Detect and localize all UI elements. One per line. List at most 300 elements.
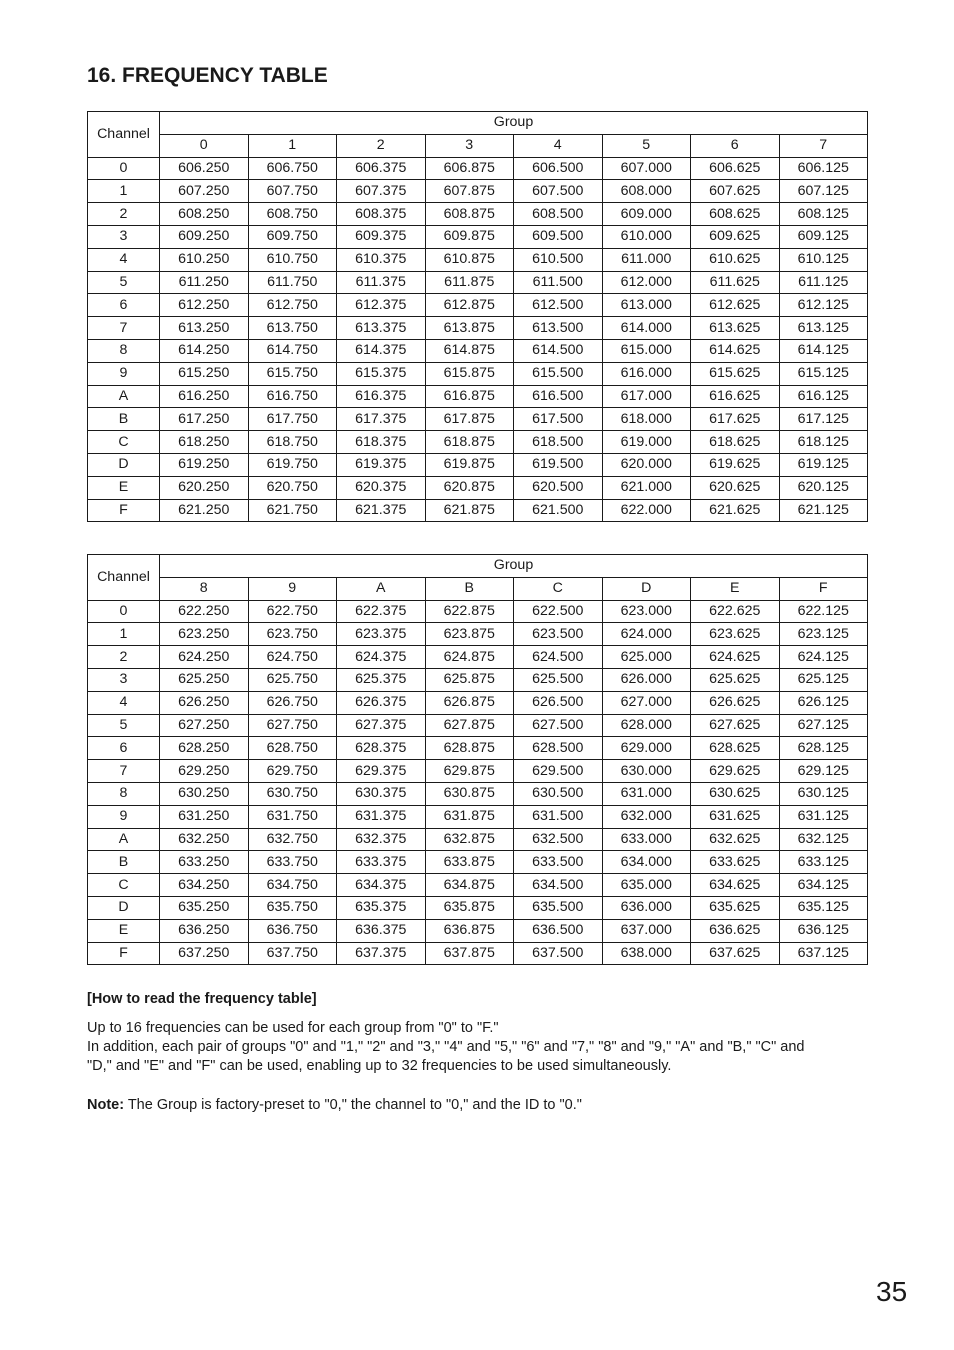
frequency-cell: 618.250 (160, 431, 249, 454)
frequency-cell: 630.750 (248, 782, 337, 805)
frequency-cell: 624.375 (337, 646, 426, 669)
frequency-cell: 624.875 (425, 646, 514, 669)
frequency-cell: 633.750 (248, 851, 337, 874)
frequency-cell: 629.875 (425, 760, 514, 783)
group-number-cell: 9 (248, 577, 337, 600)
frequency-cell: 633.875 (425, 851, 514, 874)
frequency-cell: 637.375 (337, 942, 426, 965)
frequency-cell: 622.375 (337, 600, 426, 623)
frequency-cell: 628.875 (425, 737, 514, 760)
group-number-cell: 1 (248, 134, 337, 157)
frequency-cell: 611.375 (337, 271, 426, 294)
frequency-cell: 634.000 (602, 851, 691, 874)
channel-cell: 1 (88, 180, 160, 203)
group-number-cell: 2 (337, 134, 426, 157)
note-text: The Group is factory-preset to "0," the channel to "0," and the ID to "0." (124, 1097, 582, 1113)
frequency-cell: 607.625 (691, 180, 780, 203)
table-row (88, 271, 868, 294)
channel-cell: C (88, 874, 160, 897)
frequency-cell: 615.250 (160, 362, 249, 385)
frequency-cell: 621.625 (691, 499, 780, 522)
paragraph-line: "D," and "E" and "F" can be used, enabling up to 32 frequencies to be used simultaneously. (87, 1058, 672, 1074)
frequency-cell: 611.250 (160, 271, 249, 294)
frequency-cell: 625.250 (160, 668, 249, 691)
table-row (88, 203, 868, 226)
group-number-cell: C (514, 577, 603, 600)
frequency-cell: 610.750 (248, 248, 337, 271)
frequency-cell: 629.375 (337, 760, 426, 783)
table-row (88, 805, 868, 828)
frequency-cell: 619.000 (602, 431, 691, 454)
frequency-cell: 635.125 (779, 896, 868, 919)
frequency-cell: 628.000 (602, 714, 691, 737)
table-row (88, 668, 868, 691)
frequency-cell: 606.625 (691, 157, 780, 180)
frequency-cell: 635.500 (514, 896, 603, 919)
frequency-cell: 630.625 (691, 782, 780, 805)
table-row (88, 646, 868, 669)
group-number-cell: 0 (160, 134, 249, 157)
channel-cell: 9 (88, 362, 160, 385)
channel-cell: 3 (88, 668, 160, 691)
frequency-cell: 626.625 (691, 691, 780, 714)
channel-cell: E (88, 476, 160, 499)
frequency-cell: 609.125 (779, 225, 868, 248)
frequency-cell: 620.125 (779, 476, 868, 499)
frequency-cell: 635.000 (602, 874, 691, 897)
frequency-cell: 621.125 (779, 499, 868, 522)
channel-cell: D (88, 896, 160, 919)
table-row (88, 499, 868, 522)
frequency-cell: 613.875 (425, 317, 514, 340)
frequency-cell: 610.000 (602, 225, 691, 248)
note-label: Note: (87, 1097, 125, 1113)
frequency-cell: 637.125 (779, 942, 868, 965)
frequency-cell: 622.125 (779, 600, 868, 623)
frequency-cell: 610.500 (514, 248, 603, 271)
channel-cell: 0 (88, 157, 160, 180)
channel-cell: 3 (88, 225, 160, 248)
frequency-cell: 614.000 (602, 317, 691, 340)
frequency-cell: 628.250 (160, 737, 249, 760)
frequency-cell: 607.750 (248, 180, 337, 203)
frequency-cell: 622.250 (160, 600, 249, 623)
frequency-cell: 612.875 (425, 294, 514, 317)
group-number-cell: E (691, 577, 780, 600)
frequency-cell: 636.500 (514, 919, 603, 942)
frequency-cell: 619.250 (160, 453, 249, 476)
frequency-cell: 621.250 (160, 499, 249, 522)
frequency-cell: 620.250 (160, 476, 249, 499)
channel-cell: 4 (88, 248, 160, 271)
frequency-cell: 631.375 (337, 805, 426, 828)
channel-cell: 6 (88, 737, 160, 760)
frequency-cell: 634.375 (337, 874, 426, 897)
frequency-cell: 607.375 (337, 180, 426, 203)
frequency-cell: 637.250 (160, 942, 249, 965)
frequency-cell: 628.125 (779, 737, 868, 760)
table-row (88, 828, 868, 851)
table-row (88, 157, 868, 180)
frequency-cell: 627.750 (248, 714, 337, 737)
channel-cell: 2 (88, 203, 160, 226)
frequency-cell: 634.125 (779, 874, 868, 897)
frequency-cell: 607.500 (514, 180, 603, 203)
frequency-cell: 613.625 (691, 317, 780, 340)
frequency-cell: 629.500 (514, 760, 603, 783)
channel-cell: A (88, 828, 160, 851)
table-row (88, 453, 868, 476)
frequency-cell: 607.000 (602, 157, 691, 180)
frequency-cell: 620.000 (602, 453, 691, 476)
frequency-cell: 626.875 (425, 691, 514, 714)
frequency-cell: 616.250 (160, 385, 249, 408)
frequency-cell: 614.125 (779, 339, 868, 362)
frequency-cell: 633.125 (779, 851, 868, 874)
frequency-cell: 617.875 (425, 408, 514, 431)
frequency-cell: 612.500 (514, 294, 603, 317)
frequency-cell: 622.875 (425, 600, 514, 623)
frequency-cell: 607.125 (779, 180, 868, 203)
frequency-cell: 608.875 (425, 203, 514, 226)
frequency-cell: 635.750 (248, 896, 337, 919)
frequency-cell: 619.875 (425, 453, 514, 476)
frequency-cell: 637.625 (691, 942, 780, 965)
frequency-cell: 627.125 (779, 714, 868, 737)
frequency-cell: 634.500 (514, 874, 603, 897)
frequency-cell: 619.750 (248, 453, 337, 476)
frequency-cell: 633.250 (160, 851, 249, 874)
frequency-cell: 635.250 (160, 896, 249, 919)
group-number-cell: D (602, 577, 691, 600)
table-row (88, 782, 868, 805)
frequency-cell: 610.250 (160, 248, 249, 271)
frequency-cell: 626.125 (779, 691, 868, 714)
frequency-cell: 623.250 (160, 623, 249, 646)
channel-cell: B (88, 851, 160, 874)
group-number-cell: F (779, 577, 868, 600)
frequency-cell: 625.500 (514, 668, 603, 691)
frequency-cell: 618.875 (425, 431, 514, 454)
frequency-table-groups-0-7 (87, 111, 868, 522)
frequency-cell: 633.500 (514, 851, 603, 874)
frequency-cell: 610.125 (779, 248, 868, 271)
paragraph-line: In addition, each pair of groups "0" and "1," "2" and "3," "4" and "5," "6" and "7," "8" and "9," "A" and "B," "C" and (87, 1039, 805, 1055)
frequency-cell: 629.000 (602, 737, 691, 760)
table-row (88, 362, 868, 385)
frequency-cell: 634.250 (160, 874, 249, 897)
frequency-cell: 629.125 (779, 760, 868, 783)
frequency-cell: 631.125 (779, 805, 868, 828)
table-row (88, 180, 868, 203)
group-number-row (88, 577, 868, 600)
frequency-cell: 631.875 (425, 805, 514, 828)
frequency-cell: 613.500 (514, 317, 603, 340)
frequency-cell: 613.375 (337, 317, 426, 340)
frequency-cell: 622.750 (248, 600, 337, 623)
frequency-cell: 635.875 (425, 896, 514, 919)
frequency-cell: 636.250 (160, 919, 249, 942)
frequency-cell: 635.625 (691, 896, 780, 919)
frequency-cell: 613.000 (602, 294, 691, 317)
frequency-cell: 609.375 (337, 225, 426, 248)
channel-cell: 7 (88, 760, 160, 783)
frequency-cell: 612.750 (248, 294, 337, 317)
frequency-cell: 625.750 (248, 668, 337, 691)
frequency-cell: 618.125 (779, 431, 868, 454)
group-number-cell: 6 (691, 134, 780, 157)
frequency-cell: 608.250 (160, 203, 249, 226)
frequency-cell: 627.875 (425, 714, 514, 737)
frequency-cell: 623.375 (337, 623, 426, 646)
frequency-cell: 617.000 (602, 385, 691, 408)
frequency-cell: 606.875 (425, 157, 514, 180)
frequency-cell: 625.000 (602, 646, 691, 669)
frequency-cell: 630.875 (425, 782, 514, 805)
frequency-cell: 625.625 (691, 668, 780, 691)
frequency-cell: 620.625 (691, 476, 780, 499)
frequency-cell: 609.875 (425, 225, 514, 248)
frequency-cell: 636.625 (691, 919, 780, 942)
frequency-cell: 626.500 (514, 691, 603, 714)
group-header: Group (160, 555, 868, 578)
frequency-cell: 612.125 (779, 294, 868, 317)
frequency-cell: 631.000 (602, 782, 691, 805)
frequency-cell: 632.250 (160, 828, 249, 851)
frequency-cell: 622.625 (691, 600, 780, 623)
table-row (88, 339, 868, 362)
frequency-cell: 631.500 (514, 805, 603, 828)
frequency-cell: 615.875 (425, 362, 514, 385)
table-row (88, 294, 868, 317)
note (87, 1096, 582, 1115)
group-number-cell: 8 (160, 577, 249, 600)
frequency-cell: 629.625 (691, 760, 780, 783)
frequency-cell: 623.500 (514, 623, 603, 646)
channel-cell: F (88, 942, 160, 965)
frequency-cell: 614.375 (337, 339, 426, 362)
frequency-cell: 608.000 (602, 180, 691, 203)
frequency-table-groups-8-f (87, 554, 868, 965)
frequency-cell: 618.750 (248, 431, 337, 454)
how-to-heading: [How to read the frequency table] (87, 991, 317, 1007)
frequency-cell: 621.750 (248, 499, 337, 522)
frequency-cell: 636.375 (337, 919, 426, 942)
frequency-cell: 631.750 (248, 805, 337, 828)
frequency-cell: 623.625 (691, 623, 780, 646)
frequency-cell: 625.875 (425, 668, 514, 691)
group-number-cell: A (337, 577, 426, 600)
frequency-cell: 633.000 (602, 828, 691, 851)
frequency-cell: 626.000 (602, 668, 691, 691)
frequency-cell: 611.125 (779, 271, 868, 294)
frequency-cell: 621.875 (425, 499, 514, 522)
frequency-cell: 623.750 (248, 623, 337, 646)
paragraph-line: Up to 16 frequencies can be used for each group from "0" to "F." (87, 1020, 499, 1036)
frequency-cell: 616.750 (248, 385, 337, 408)
frequency-cell: 609.750 (248, 225, 337, 248)
frequency-cell: 620.375 (337, 476, 426, 499)
frequency-cell: 628.375 (337, 737, 426, 760)
frequency-cell: 637.000 (602, 919, 691, 942)
frequency-cell: 611.500 (514, 271, 603, 294)
page-title: 16. FREQUENCY TABLE (87, 64, 328, 87)
frequency-cell: 618.625 (691, 431, 780, 454)
frequency-cell: 620.875 (425, 476, 514, 499)
frequency-cell: 624.500 (514, 646, 603, 669)
frequency-cell: 637.750 (248, 942, 337, 965)
channel-cell: 4 (88, 691, 160, 714)
frequency-cell: 636.125 (779, 919, 868, 942)
table-row (88, 317, 868, 340)
frequency-cell: 626.250 (160, 691, 249, 714)
channel-header: Channel (88, 555, 160, 601)
frequency-cell: 606.750 (248, 157, 337, 180)
channel-cell: E (88, 919, 160, 942)
frequency-cell: 627.500 (514, 714, 603, 737)
frequency-cell: 617.750 (248, 408, 337, 431)
frequency-cell: 622.000 (602, 499, 691, 522)
frequency-cell: 628.500 (514, 737, 603, 760)
frequency-cell: 629.250 (160, 760, 249, 783)
frequency-cell: 626.375 (337, 691, 426, 714)
frequency-cell: 621.500 (514, 499, 603, 522)
frequency-cell: 607.250 (160, 180, 249, 203)
frequency-cell: 607.875 (425, 180, 514, 203)
channel-cell: A (88, 385, 160, 408)
frequency-cell: 611.000 (602, 248, 691, 271)
frequency-cell: 616.375 (337, 385, 426, 408)
frequency-cell: 630.250 (160, 782, 249, 805)
frequency-cell: 609.250 (160, 225, 249, 248)
frequency-cell: 631.250 (160, 805, 249, 828)
frequency-cell: 615.125 (779, 362, 868, 385)
page-number: 35 (876, 1276, 908, 1307)
frequency-cell: 624.125 (779, 646, 868, 669)
frequency-cell: 615.750 (248, 362, 337, 385)
group-number-cell: 7 (779, 134, 868, 157)
frequency-cell: 611.750 (248, 271, 337, 294)
frequency-cell: 617.625 (691, 408, 780, 431)
frequency-cell: 610.875 (425, 248, 514, 271)
frequency-cell: 630.500 (514, 782, 603, 805)
frequency-cell: 624.000 (602, 623, 691, 646)
group-number-cell: B (425, 577, 514, 600)
table-row (88, 385, 868, 408)
frequency-cell: 616.875 (425, 385, 514, 408)
table-row (88, 919, 868, 942)
frequency-cell: 614.625 (691, 339, 780, 362)
frequency-cell: 612.375 (337, 294, 426, 317)
frequency-cell: 633.625 (691, 851, 780, 874)
table-row (88, 874, 868, 897)
frequency-cell: 618.000 (602, 408, 691, 431)
frequency-cell: 620.750 (248, 476, 337, 499)
frequency-cell: 614.875 (425, 339, 514, 362)
frequency-cell: 611.625 (691, 271, 780, 294)
table-row (88, 691, 868, 714)
frequency-cell: 619.375 (337, 453, 426, 476)
channel-cell: 1 (88, 623, 160, 646)
frequency-cell: 624.250 (160, 646, 249, 669)
frequency-cell: 630.375 (337, 782, 426, 805)
frequency-cell: 627.625 (691, 714, 780, 737)
frequency-cell: 627.375 (337, 714, 426, 737)
table-row (88, 760, 868, 783)
frequency-cell: 628.750 (248, 737, 337, 760)
frequency-cell: 615.000 (602, 339, 691, 362)
frequency-cell: 622.500 (514, 600, 603, 623)
frequency-cell: 606.500 (514, 157, 603, 180)
frequency-cell: 608.750 (248, 203, 337, 226)
frequency-cell: 637.500 (514, 942, 603, 965)
frequency-cell: 634.875 (425, 874, 514, 897)
frequency-cell: 617.375 (337, 408, 426, 431)
table-row (88, 225, 868, 248)
frequency-cell: 606.375 (337, 157, 426, 180)
frequency-cell: 617.125 (779, 408, 868, 431)
frequency-cell: 615.500 (514, 362, 603, 385)
frequency-cell: 634.625 (691, 874, 780, 897)
frequency-cell: 623.000 (602, 600, 691, 623)
frequency-cell: 616.125 (779, 385, 868, 408)
frequency-cell: 614.500 (514, 339, 603, 362)
group-number-cell: 5 (602, 134, 691, 157)
channel-cell: 7 (88, 317, 160, 340)
frequency-cell: 617.250 (160, 408, 249, 431)
channel-cell: F (88, 499, 160, 522)
frequency-cell: 626.750 (248, 691, 337, 714)
table-row (88, 942, 868, 965)
frequency-cell: 636.000 (602, 896, 691, 919)
channel-cell: 6 (88, 294, 160, 317)
frequency-cell: 612.000 (602, 271, 691, 294)
explanation-paragraph (87, 1019, 877, 1076)
frequency-cell: 623.875 (425, 623, 514, 646)
frequency-cell: 616.500 (514, 385, 603, 408)
table-row (88, 623, 868, 646)
channel-header: Channel (88, 112, 160, 158)
frequency-cell: 624.625 (691, 646, 780, 669)
frequency-cell: 615.375 (337, 362, 426, 385)
frequency-cell: 623.125 (779, 623, 868, 646)
frequency-cell: 631.625 (691, 805, 780, 828)
frequency-cell: 614.250 (160, 339, 249, 362)
table-row (88, 600, 868, 623)
frequency-cell: 619.125 (779, 453, 868, 476)
frequency-cell: 608.125 (779, 203, 868, 226)
frequency-cell: 617.500 (514, 408, 603, 431)
frequency-cell: 619.625 (691, 453, 780, 476)
frequency-cell: 608.625 (691, 203, 780, 226)
frequency-cell: 625.125 (779, 668, 868, 691)
frequency-cell: 613.125 (779, 317, 868, 340)
group-number-cell: 3 (425, 134, 514, 157)
frequency-cell: 610.375 (337, 248, 426, 271)
table-row (88, 714, 868, 737)
frequency-cell: 633.375 (337, 851, 426, 874)
frequency-cell: 625.375 (337, 668, 426, 691)
table-row (88, 431, 868, 454)
frequency-cell: 632.625 (691, 828, 780, 851)
frequency-cell: 613.250 (160, 317, 249, 340)
table-row (88, 737, 868, 760)
channel-cell: 2 (88, 646, 160, 669)
frequency-cell: 627.000 (602, 691, 691, 714)
frequency-cell: 606.125 (779, 157, 868, 180)
frequency-cell: 616.000 (602, 362, 691, 385)
frequency-cell: 630.125 (779, 782, 868, 805)
